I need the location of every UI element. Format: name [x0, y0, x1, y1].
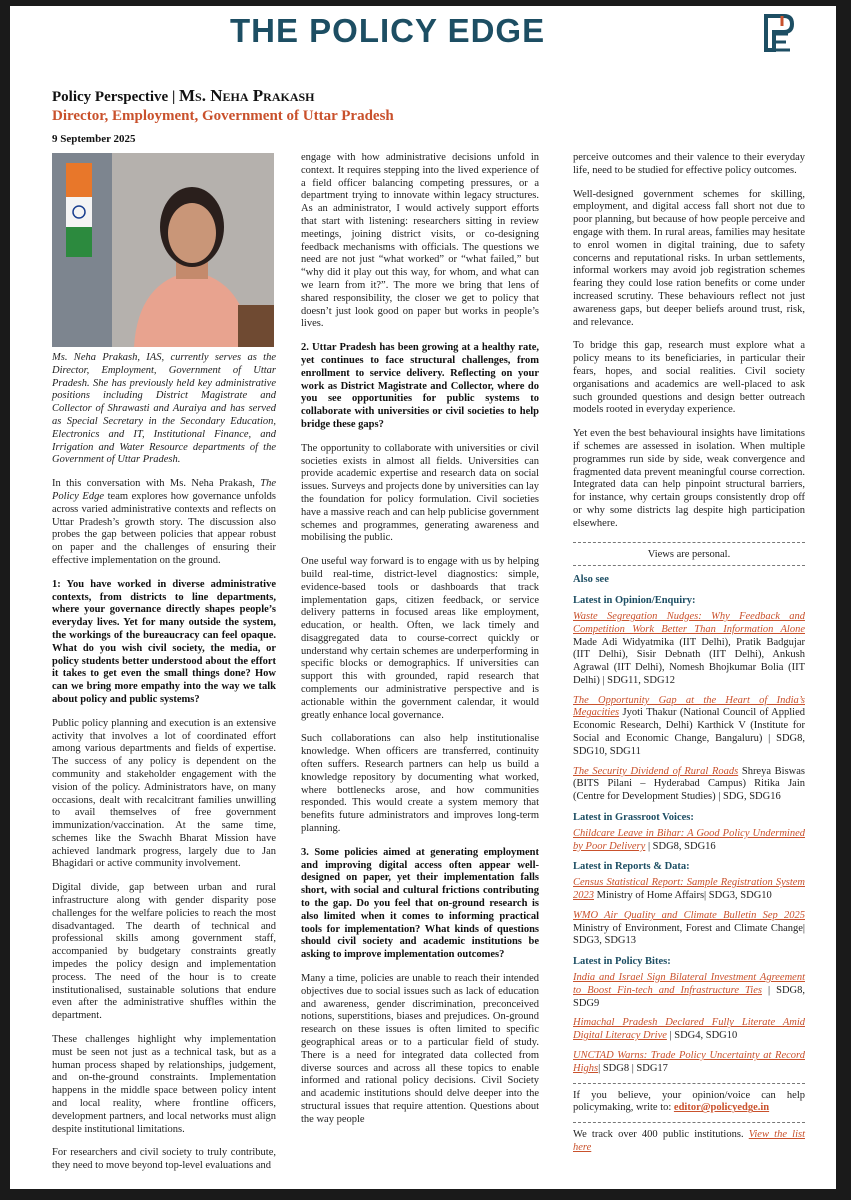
perspective-line	[52, 86, 792, 106]
portrait-photo	[52, 153, 274, 347]
column-middle	[301, 152, 539, 1138]
column-left	[52, 352, 276, 1184]
answer-3-paragraph-5: Yet even the best behavioural insights have limitations if schemes are assessed in isolation. When multiple programmes run side by side, weak convergence and fragmented data prevent meaningful course correction. Integrated data can help pinpoint structural barriers, for instance, why certain groups consistently drop off or why some districts lag despite high participation elsewhere.	[573, 428, 805, 529]
answer-3-paragraph-1: Many a time, policies are unable to reach their intended objectives due to social issues such as lack of education and awareness, gender discrimination, preconceived notions, superstitions, biases and prejudices. On-ground research on these issues is often limited to specific geographical areas or to a particular field of study. There is a need for integrated data collected from diverse sources and across all these topics to enable informed and rational policy decisions. Civil Society and academic institutions should delve deeper into the structural issues that require attention. Questions about the way people	[301, 973, 539, 1125]
article-meta: Made Adi Widyatmika (IIT Delhi), Pratik Badgujar (IIT Delhi), Sisir Debnath (IIT Delhi), Ankush Agrawal (IIT Delhi), Nomesh Bhojkumar Bolia (IIT Delhi) | SDG11, SDG12	[573, 636, 805, 686]
list-item	[573, 611, 805, 688]
question-2: 2. Uttar Pradesh has been growing at a healthy rate, yet continues to face structural challenges, from enrollment to service delivery. Reflecting on your work as District Magistrate and Collector, where do you see opportunities for public systems to collaborate with universities or civil societies to help bridge these gaps?	[301, 342, 539, 430]
article-link[interactable]: Himachal Pradesh Declared Fully Literate Amid Digital Literacy Drive	[573, 1017, 805, 1042]
article-link[interactable]: UNCTAD Warns: Trade Policy Uncertainty at Record Highs	[573, 1050, 805, 1074]
article-meta: | SDG8, SDG9	[573, 984, 805, 1009]
opinion-section-heading: Latest in Opinion/Enquiry:	[573, 595, 696, 607]
article-meta: Jyoti Thakur (National Council of Applied Economic Research, Delhi) Karthick V (Institute for Social and Economic Change, Bangaluru) | SDG8, SDG10, SDG11	[573, 707, 805, 757]
portrait-illustration	[52, 153, 274, 347]
article-meta: Ministry of Home Affairs| SDG3, SDG10	[594, 890, 772, 902]
policy-bites-section-heading: Latest in Policy Bites:	[573, 956, 671, 968]
question-3: 3. Some policies aimed at generating employment and improving digital access often appear well-designed on paper, yet their implementation falls short, with social and cultural frictions contributing to the gap. Do you feel that on-ground research is also limited when it comes to informing practical tools for implementation? What kinds of questions should civil society and academic institutions be asking to improve implementation outcomes?	[301, 846, 539, 961]
list-item	[573, 695, 805, 759]
author-bio-caption: Ms. Neha Prakash, IAS, currently serves as the Director, Employment, Government of Uttar Pradesh. She has previously held key administrative positions including District Magistrate and Collector of Shrawasti and Auraiya and has served as Special Secretary in the Secondary Education, Electronics and IT, Institutional Finance, and Irrigation and Water Resource departments of the Government of Uttar Pradesh.	[52, 352, 276, 466]
author-role: Director, Employment, Government of Uttar Pradesh	[52, 108, 394, 124]
view-list-link[interactable]: View the list here	[573, 1129, 805, 1153]
intro-text-continued: team explores how governance unfolds across varied administrative contexts and reflects on Uttar Pradesh’s growth story. The discussion also probes the gap between policies that appear robust on paper and the challenges of ensuring their effective implementation on the ground.	[52, 490, 276, 566]
disclaimer: Views are personal.	[647, 548, 731, 560]
list-item	[573, 766, 805, 804]
article-link[interactable]: The Opportunity Gap at the Heart of India’s Megacities	[573, 694, 805, 719]
article-link[interactable]: Census Statistical Report: Sample Registration System 2023	[573, 877, 805, 902]
perspective-label: Policy Perspective |	[52, 89, 180, 105]
tracking-note	[573, 1129, 805, 1155]
article-link[interactable]: Waste Segregation Nudges: Why Feedback and Competition Work Better Than Information Alone	[573, 610, 805, 635]
article-link[interactable]: Childcare Leave in Bihar: A Good Policy Undermined by Poor Delivery	[573, 827, 805, 852]
author-name: Ms. Neha Prakash	[179, 86, 315, 105]
list-item	[573, 910, 805, 948]
answer-3-paragraph-2: perceive outcomes and their valence to their everyday life, need to be studied for effective policy outcomes.	[573, 152, 805, 176]
article-meta: | SDG4, SDG10	[666, 1030, 738, 1042]
grassroot-section-heading: Latest in Grassroot Voices:	[573, 812, 694, 824]
divider	[573, 1122, 805, 1123]
intro-text: In this conversation with Ms. Neha Prakash,	[52, 478, 261, 490]
article-header	[52, 86, 792, 145]
intro-publication-name: The Policy Edge	[52, 478, 276, 502]
editor-email-link[interactable]: editor@policyedge.in	[673, 1102, 770, 1114]
list-item	[573, 1050, 805, 1076]
article-meta: | SDG8, SDG16	[645, 840, 716, 852]
newsletter-page	[10, 6, 836, 1189]
answer-3-paragraph-4: To bridge this gap, research must explore what a policy means to its beneficiaries, in particular their fears, hopes, and social realities. Civil society organisations and academics are well-placed to ask such grounded questions and design better outreach models rooted in everyday experience.	[573, 340, 805, 416]
divider	[573, 1083, 805, 1084]
article-link[interactable]: India and Israel Sign Bilateral Investment Agreement to Boost Fin-tech and Infrastructure Ties	[573, 972, 805, 996]
answer-2-paragraph-2: One useful way forward is to engage with us by helping build real-time, district-level diagnostics: simple, evidence-based tools or dashboards that track implementation gaps, citizen feedback, or service delivery patterns in focused areas like employment, education, or health. Often, we lack timely and disaggregated data to course-correct quickly or understand why certain schemes are underperforming in specific blocks or demographics. If universities can support this with grounded, rapid research that complements our administrative perspective and is actionable within the government calendar, it would greatly enhance local governance.	[301, 556, 539, 721]
intro-paragraph	[52, 478, 276, 568]
answer-2-paragraph-1: The opportunity to collaborate with universities or civil societies exists in almost all fields. Universities can provide academic expertise and research data on social issues. Surveys and projects done by universities can lay the foundation for policy formulation. Civil societies have a massive reach and can help publicise government schemes and programmes, generating awareness and mobilising the public.	[301, 442, 539, 544]
answer-2-paragraph-3: Such collaborations can also help institutionalise knowledge. When officers are transferred, continuity often suffers. Research partners can help us build a knowledge repository by documenting what worked, where bottlenecks arose, and how communities responded. This would create a system memory that benefits future administrators and improves long-term planning.	[301, 733, 539, 835]
tracking-text: We track over 400 public institutions.	[573, 1129, 749, 1141]
answer-1-paragraph-3: These challenges highlight why implementation must be seen not just as a technical task, but as a human process shaped by relationships, judgement, and on-the-ground constraints. Implementation happens in the middle space between policy intent and local reality, where frontline officers, development partners, and local networks must align despite institutional limitations.	[52, 1034, 276, 1135]
divider	[573, 565, 805, 566]
article-link[interactable]: The Security Dividend of Rural Roads	[573, 765, 739, 777]
article-meta: Shreya Biswas (BITS Pilani – Hyderabad Campus) Ritika Jain (Centre for Development Studies) | SDG, SDG16	[573, 765, 805, 803]
pe-monogram-icon	[760, 12, 796, 54]
publication-title: THE POLICY EDGE	[230, 12, 546, 49]
column-right	[573, 152, 805, 1162]
divider	[573, 542, 805, 543]
also-see-heading: Also see	[573, 574, 609, 586]
list-item	[573, 828, 805, 854]
answer-3-paragraph-3: Well-designed government schemes for skilling, employment, and digital access fall short not due to poor planning, but because of how people perceive and engage with them. In rural areas, families may hesitate to enrol women in digital training, due to safety concerns and reputational risks. In urban settlements, informal workers may avoid job registration schemes fearing they could lose ration benefits or come under increased scrutiny. These behaviours reflect not just awareness gaps, but deeper beliefs around trust, risk, and relevance.	[573, 188, 805, 328]
contact-text: If you believe, your opinion/voice can help policymaking, write to:	[573, 1089, 805, 1114]
masthead	[10, 6, 836, 64]
answer-1-paragraph-2: Digital divide, gap between urban and rural infrastructure along with gender disparity pose challenges for the welfare policies to reach the most disadvantaged. The dearth of technical and professional skills among government staff, accompanied by budgetary constraints greatly impedes the policy design and implementation process. The need of the hour is to create institutionalised, sustainable solutions that endure even after the administrative shuffles within the department.	[52, 882, 276, 1022]
answer-1-paragraph-5: engage with how administrative decisions unfold in context. It requires stepping into the lived experience of a field officer balancing competing pressures, or a department trying to innovate within legacy structures. As an administrator, I would actively support efforts that start with listening: researchers sitting in review meetings, joining district visits, or co-designing feedback mechanisms with officials. The questions we need are not just “what worked” or “what failed,” but “why did it play out this way, for whom, and what can we learn from it?”. The more we bring that lens of shared responsibility, the closer we get to policy that doesn’t just look good on paper but works in people’s lives.	[301, 152, 539, 330]
question-1: 1: You have worked in diverse administrative contexts, from districts to line departments, where your governance directly shapes people’s everyday lives. Yet for many outside the system, the workings of the bureaucracy can feel opaque. What do you wish civil society, the media, or policy students better understood about the effort it takes to get even the small things done? How can we bring more empathy into the way we talk about policy and public systems?	[52, 578, 276, 705]
list-item	[573, 1017, 805, 1043]
article-link[interactable]: WMO Air Quality and Climate Bulletin Sep 2025	[573, 909, 805, 921]
publication-date: 9 September 2025	[52, 133, 136, 145]
contact-note	[573, 1090, 805, 1116]
list-item	[573, 877, 805, 903]
article-meta: Ministry of Environment, Forest and Climate Change| SDG3, SDG13	[573, 922, 805, 947]
article-meta: | SDG8 | SDG17	[598, 1062, 668, 1074]
list-item	[573, 972, 805, 1010]
answer-1-paragraph-1: Public policy planning and execution is an extensive activity that involves a lot of coordinated effort among various departments and fields of expertise. The success of any policy is dependent on the community and stakeholder engagement with the vision of the policy. Administrators have, on many occasions, dealt with recalcitrant families unwilling to avail themselves of free government immunization/vaccination. At the same time, schemes like the Swachh Bharat Mission have achieved landmark progress, largely due to Jan Bhagidari or active community involvement.	[52, 717, 276, 870]
reports-section-heading: Latest in Reports & Data:	[573, 861, 690, 873]
answer-1-paragraph-4: For researchers and civil society to truly contribute, they need to move beyond top-level evaluations and	[52, 1147, 276, 1172]
